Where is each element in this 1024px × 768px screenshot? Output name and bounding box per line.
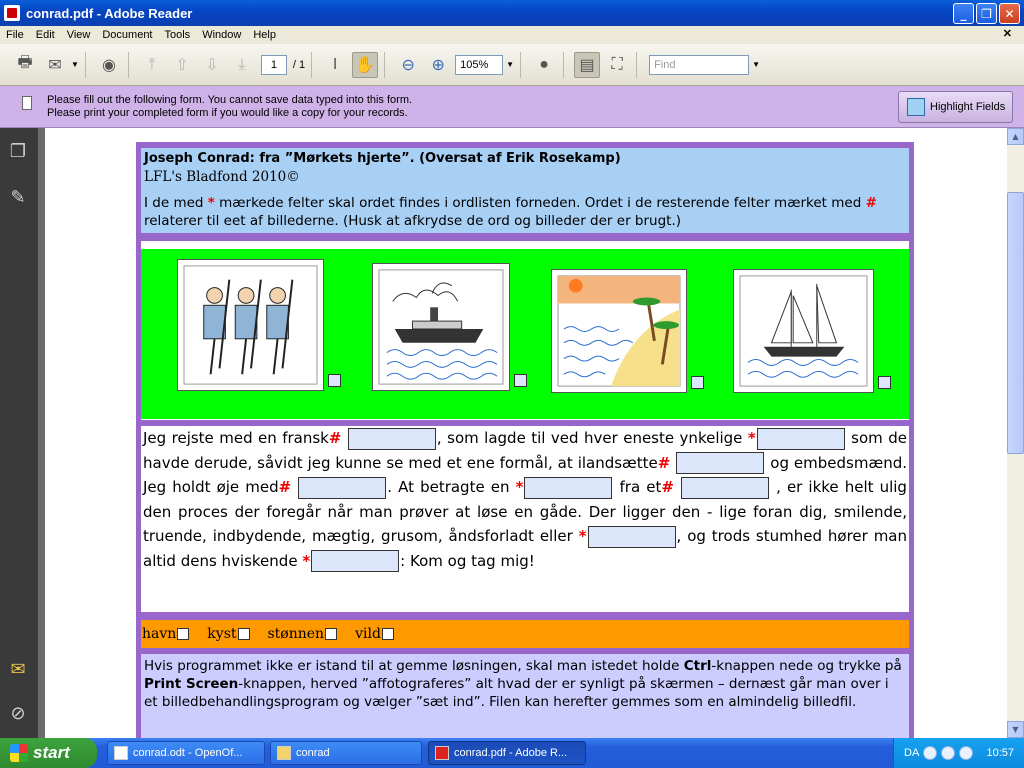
story-section: Jeg rejste med en fransk# , som lagde til ved hver eneste ynkelige * som de havde derude, såvidt jeg kunne se med et ene formål, at ilandsætte# og embedsmænd. Jeg holdt øje med# . At betragte en * fra et# , er ikke helt ulig den proces der foregår når man prøver at løse en gåde. Der ligger den - lige foran dig, smilende, truende, indbydende, mægtig, grusom, åndsforladt eller * , og trods stumhed hører man altid dens hviskende * : Kom og tag mig! bbox=[141, 426, 909, 612]
restore-button[interactable]: ❐ bbox=[976, 3, 997, 24]
zoom-dropdown-icon[interactable]: ▼ bbox=[506, 60, 515, 69]
word-checkbox-kyst[interactable] bbox=[238, 628, 250, 640]
document-subheading: LFL's Bladfond 2010© bbox=[144, 169, 300, 185]
stamp-icon[interactable]: ● bbox=[539, 55, 549, 73]
openoffice-icon bbox=[114, 746, 128, 760]
window-title: conrad.pdf - Adobe Reader bbox=[26, 5, 193, 21]
picture-beach-checkbox[interactable] bbox=[691, 376, 704, 389]
word-checkbox-vild[interactable] bbox=[382, 628, 394, 640]
chevron-down-icon[interactable]: ▼ bbox=[71, 60, 79, 69]
minimize-button[interactable]: _ bbox=[953, 3, 974, 24]
menu-help[interactable]: Help bbox=[253, 29, 276, 41]
menu-bar bbox=[0, 26, 1024, 44]
language-indicator[interactable]: DA bbox=[904, 747, 920, 759]
highlight-icon bbox=[907, 98, 925, 116]
scroll-thumb[interactable] bbox=[1007, 192, 1024, 454]
scroll-down-icon[interactable]: ▼ bbox=[1007, 721, 1024, 738]
message-line-2: Please print your completed form if you would like a copy for your records. bbox=[47, 107, 408, 119]
select-tool-icon[interactable]: I bbox=[332, 55, 338, 73]
word-checkbox-havn[interactable] bbox=[177, 628, 189, 640]
start-button[interactable]: start bbox=[0, 738, 97, 768]
wordlist-section bbox=[141, 620, 909, 648]
menu-window[interactable]: Window bbox=[202, 29, 242, 41]
zoom-in-icon[interactable]: ⊕ bbox=[431, 56, 445, 74]
task-adobe-reader[interactable]: conrad.pdf - Adobe R... bbox=[428, 741, 586, 765]
word-checkbox-stonnen[interactable] bbox=[325, 628, 337, 640]
attachments-icon[interactable]: ⊘ bbox=[10, 702, 26, 724]
last-page-icon[interactable]: ⤓ bbox=[238, 55, 246, 73]
hand-tool-icon[interactable]: ✋ bbox=[352, 52, 378, 78]
page-number-input[interactable]: 1 bbox=[261, 55, 287, 75]
answer-field-7[interactable] bbox=[588, 526, 676, 548]
document-heading: Joseph Conrad: fra ”Mørkets hjerte”. (Oversat af Erik Rosekamp) bbox=[144, 151, 621, 166]
form-page bbox=[136, 142, 914, 738]
fit-page-icon[interactable]: ▤ bbox=[574, 52, 600, 78]
answer-field-8[interactable] bbox=[311, 550, 399, 572]
next-page-icon[interactable]: ⇩ bbox=[205, 56, 219, 74]
answer-field-2[interactable] bbox=[757, 428, 845, 450]
title-bar bbox=[0, 0, 1024, 26]
find-input[interactable]: Find bbox=[649, 55, 749, 75]
network-icon[interactable] bbox=[941, 746, 955, 760]
picture-soldiers-checkbox[interactable] bbox=[328, 374, 341, 387]
task-openoffice[interactable]: conrad.odt - OpenOf... bbox=[107, 741, 265, 765]
find-dropdown-icon[interactable]: ▼ bbox=[752, 60, 760, 69]
pdf-icon bbox=[435, 746, 449, 760]
form-message-bar bbox=[0, 86, 1024, 128]
picture-steamship-checkbox[interactable] bbox=[514, 374, 527, 387]
close-button[interactable]: ✕ bbox=[999, 3, 1020, 24]
fit-width-icon[interactable]: ⛶ bbox=[611, 55, 623, 73]
signatures-icon[interactable]: ✎ bbox=[10, 186, 26, 208]
zoom-out-icon[interactable]: ⊖ bbox=[401, 56, 415, 74]
footer-section: Hvis programmet ikke er istand til at gemme løsningen, skal man istedet holde Ctrl-knappen nede og trykke på Print Screen-knappen, herved ”affotograferes” alt hvad der er synligt på skærmen – dernæst går man over i et billedbehandlingsprogram og vælger ”sæt ind”. Filen kan herefter gemmes som en almindelig billedfil. bbox=[141, 654, 909, 738]
previous-page-icon[interactable]: ⇧ bbox=[175, 56, 189, 74]
message-line-1: Please fill out the following form. You cannot save data typed into this form. bbox=[47, 94, 413, 106]
menu-file[interactable]: File bbox=[6, 29, 24, 41]
tray-arrow-icon[interactable] bbox=[923, 746, 937, 760]
comments-icon[interactable]: ✉ bbox=[10, 658, 26, 680]
pictures-section bbox=[141, 241, 909, 420]
first-page-icon[interactable]: ⤒ bbox=[148, 55, 156, 73]
menu-view[interactable]: View bbox=[66, 29, 91, 41]
answer-field-3[interactable] bbox=[676, 452, 764, 474]
document-view bbox=[45, 128, 1007, 738]
pages-icon[interactable]: ❐ bbox=[9, 140, 27, 162]
volume-icon[interactable] bbox=[959, 746, 973, 760]
word-item-kyst: kyst bbox=[207, 626, 249, 642]
clock: 10:57 bbox=[986, 747, 1014, 759]
close-document-icon[interactable]: ✕ bbox=[1002, 28, 1012, 40]
menu-edit[interactable]: Edit bbox=[35, 29, 55, 41]
adobe-reader-icon bbox=[4, 5, 20, 21]
scroll-up-icon[interactable]: ▲ bbox=[1007, 128, 1024, 145]
picture-beach bbox=[551, 269, 687, 393]
header-section bbox=[141, 148, 909, 233]
menu-document[interactable]: Document bbox=[102, 29, 153, 41]
answer-field-1[interactable] bbox=[348, 428, 436, 450]
folder-icon bbox=[277, 746, 291, 760]
picture-soldiers bbox=[177, 259, 324, 391]
windows-logo-icon bbox=[10, 744, 28, 762]
menu-tools[interactable]: Tools bbox=[164, 29, 191, 41]
email-icon[interactable]: ✉ bbox=[48, 56, 62, 74]
zoom-select[interactable]: 105% bbox=[455, 55, 503, 75]
picture-sailship-checkbox[interactable] bbox=[878, 376, 891, 389]
vertical-scrollbar[interactable] bbox=[1007, 128, 1024, 738]
system-tray bbox=[893, 738, 1024, 768]
word-item-havn: havn bbox=[142, 626, 189, 642]
taskbar bbox=[0, 738, 1024, 768]
answer-field-6[interactable] bbox=[681, 477, 769, 499]
document-icon bbox=[22, 96, 32, 110]
toolbar bbox=[0, 44, 1024, 86]
answer-field-5[interactable] bbox=[524, 477, 612, 499]
organizer-icon[interactable]: ◉ bbox=[101, 56, 116, 74]
print-icon[interactable]: 🖶 bbox=[17, 54, 33, 71]
pictures-panel bbox=[141, 249, 909, 419]
picture-steamship bbox=[372, 263, 510, 391]
highlight-fields-button[interactable] bbox=[898, 91, 1013, 123]
navigation-pane bbox=[0, 128, 38, 738]
task-folder[interactable]: conrad bbox=[270, 741, 422, 765]
word-item-stonnen: stønnen bbox=[268, 626, 338, 642]
instructions: I de med * mærkede felter skal ordet findes i ordlisten forneden. Ordet i de resterende felter mærket med # relaterer til eet af billederne. (Husk at afkrydse de ord og billeder der er brugt.) bbox=[144, 195, 877, 229]
navigation-splitter[interactable] bbox=[38, 128, 45, 738]
word-item-vild: vild bbox=[355, 626, 394, 642]
picture-sailship bbox=[733, 269, 874, 393]
page-total: / 1 bbox=[292, 58, 306, 71]
answer-field-4[interactable] bbox=[298, 477, 386, 499]
highlight-fields-label: Highlight Fields bbox=[930, 101, 1006, 113]
